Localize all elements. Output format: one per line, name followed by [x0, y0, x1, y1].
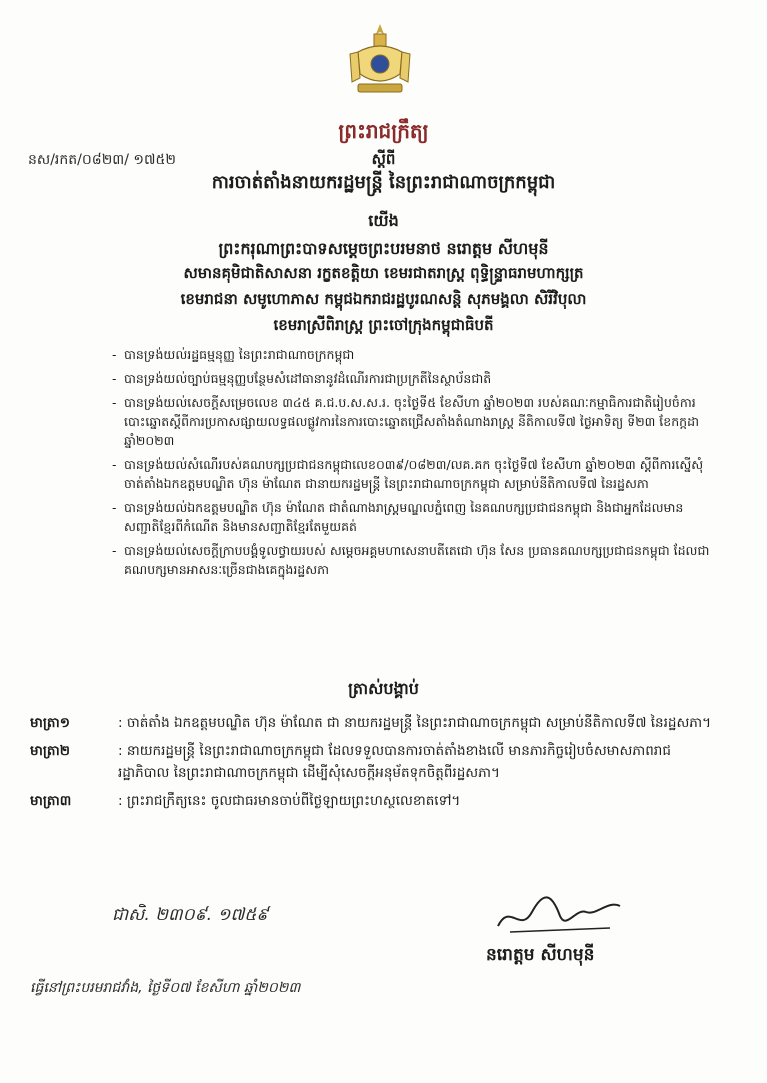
article-text: : ព្រះរាជក្រឹត្យនេះ ចូលជាធរមានចាប់ពីថ្ងៃឡាយព្រះហស្ថលេខាតទៅ។	[118, 793, 461, 809]
article-1	[30, 712, 720, 734]
handwritten-date: ជាសិ. ២៣០៩. ១៧៥៩	[112, 905, 269, 925]
king-title-line-4: ខេមរាស្រីពិរាស្ដ្រ ព្រះចៅក្រុងកម្ពុជាធិបតី	[273, 316, 494, 334]
place-and-date: ធ្វើនៅព្រះបរមរាជវាំង, ថ្ងៃទី០៧ ខែសីហា ឆ្នាំ២០២៣	[30, 980, 301, 996]
consideration-item: - បានទ្រង់យល់សំណើរបស់គណបក្សប្រជាជនកម្ពុជាលេខ០៣៩/០៨២៣/លគ.គក ចុះថ្ងៃទី៧ ខែសីហា ឆ្នាំ២០២៣ ស្ដីពីការស្នើសុំចាត់តាំងឯកឧត្ដមបណ្ឌិត ហ៊ុន ម៉ាណែត ជានាយករដ្ឋមន្ត្រី នៃព្រះរាជាណាចក្រកម្ពុជា សម្រាប់នីតិកាលទី៧ នៃរដ្ឋសភា	[112, 455, 712, 493]
reference-number: នស/រកត/០៨២៣/ ១៧៥២	[28, 152, 177, 168]
signer-name: នរោត្តម សីហមុនី	[486, 945, 595, 965]
royal-signature-icon	[490, 882, 630, 942]
article-text: : ចាត់តាំង ឯកឧត្ដមបណ្ឌិត ហ៊ុន ម៉ាណែត ជា នាយករដ្ឋមន្ត្រី នៃព្រះរាជាណាចក្រកម្ពុជា សម្រាប់នីតិកាលទី៧ នៃរដ្ឋសភា។	[118, 715, 712, 731]
article-2	[30, 740, 720, 784]
articles-list	[30, 712, 720, 818]
consideration-item: - បានទ្រង់យល់សេចក្ដីសម្រេចលេខ ៣៤៥ គ.ជ.ប.ស.ស.រ. ចុះថ្ងៃទី៥ ខែសីហា ឆ្នាំ២០២៣ របស់គណៈកម្មាធិការជាតិរៀបចំការបោះឆ្នោតស្ដីពីការប្រកាសផ្សាយលទ្ធផលផ្លូវការនៃការបោះឆ្នោតជ្រើសតាំងតំណាងរាស្ដ្រ នីតិកាលទី៧ ថ្ងៃអាទិត្យ ទី២៣ ខែកក្កដា ឆ្នាំ២០២៣	[112, 393, 712, 450]
considerations-list	[112, 345, 712, 584]
consideration-item: - បានទ្រង់យល់រដ្ឋធម្មនុញ្ញ នៃព្រះរាជាណាចក្រកម្ពុជា	[112, 345, 712, 364]
king-title-line-3: ខេមរាជនា សមូហោភាស កម្ពុជឯករាជរដ្ឋបូរណសន្តិ សុភមង្គលា សិរីវិបុលា	[180, 290, 587, 308]
article-text: : នាយករដ្ឋមន្ត្រី នៃព្រះរាជាណាចក្រកម្ពុជា ដែលទទួលបានការចាត់តាំងខាងលើ មានភារកិច្ចរៀបចំសមាសភាពរាជរដ្ឋាភិបាល នៃព្រះរាជាណាចក្រកម្ពុជា ដើម្បីសុំសេចក្ដីអនុម័តទុកចិត្តពីរដ្ឋសភា។	[118, 743, 671, 781]
consideration-item: - បានទ្រង់យល់សេចក្ដីក្រាបបង្គំទូលថ្វាយរបស់ សម្ដេចអគ្គមហាសេនាបតីតេជោ ហ៊ុន សែន ប្រធានគណបក្សប្រជាជនកម្ពុជា ដែលជាគណបក្សមានអាសនៈច្រើនជាងគេក្នុងរដ្ឋសភា	[112, 541, 712, 579]
consideration-item: - បានទ្រង់យល់ច្បាប់ធម្មនុញ្ញបន្ថែមសំដៅធានានូវដំណើរការជាប្រក្រតីនៃស្ថាប័នជាតិ	[112, 369, 712, 388]
consideration-item: - បានទ្រង់យល់ឯកឧត្ដមបណ្ឌិត ហ៊ុន ម៉ាណែត ជាតំណាងរាស្ដ្រមណ្ឌលភ្នំពេញ នៃគណបក្សប្រជាជនកម្ពុជា និងជាអ្នកដែលមានសញ្ជាតិខ្មែរពីកំណើត និងមានសញ្ជាតិខ្មែរតែមួយគត់	[112, 498, 712, 536]
subject-label: ស្ដីពី	[371, 150, 396, 168]
yeung-heading: យើង	[368, 211, 399, 230]
article-3	[30, 790, 720, 812]
decree-title: ព្រះរាជក្រឹត្យ	[338, 119, 429, 143]
article-label: មាត្រា១	[30, 715, 70, 731]
order-heading: ត្រាស់បង្គាប់	[348, 679, 419, 698]
article-label: មាត្រា៣	[30, 793, 72, 809]
decree-subject: ការចាត់តាំងនាយករដ្ឋមន្ត្រី នៃព្រះរាជាណាចក្រកម្ពុជា	[211, 172, 556, 193]
king-title-line-1: ព្រះករុណាព្រះបាទសម្ដេចព្រះបរមនាថ នរោត្តម សីហមុនី	[218, 239, 549, 258]
article-label: មាត្រា២	[30, 743, 70, 759]
royal-coat-of-arms-icon	[344, 22, 416, 96]
king-title-line-2: សមានគុមិជាតិសាសនា រក្ខតខត្តិយា ខេមរជាតរាស្ដ្រ ពុទ្ធិន្ទ្រាធរាមហាក្សត្រ	[183, 264, 584, 282]
